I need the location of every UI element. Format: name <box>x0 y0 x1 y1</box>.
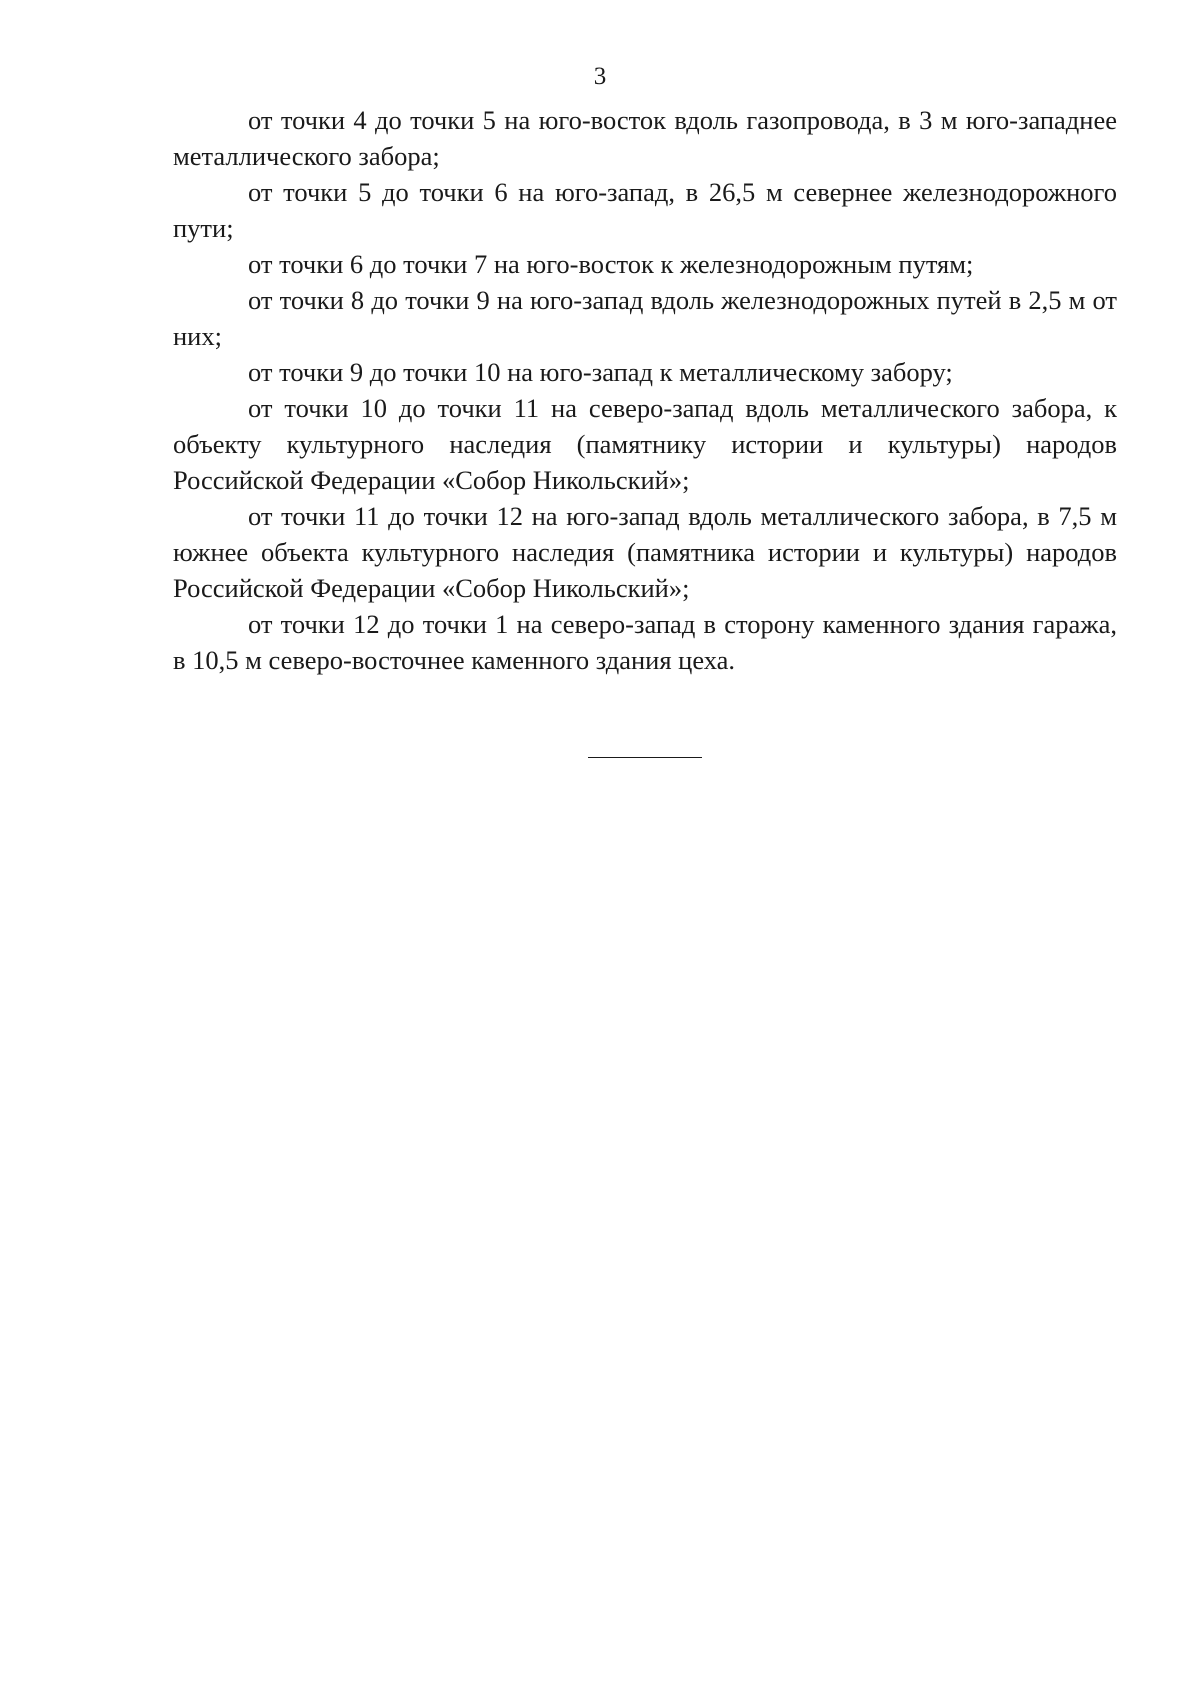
paragraph: от точки 11 до точки 12 на юго-запад вдоль металлического забора, в 7,5 м южнее объекта культурного наследия (памятника истории и культуры) народов Российской Федерации «Собор Никольский»; <box>173 501 1117 603</box>
paragraph: от точки 10 до точки 11 на северо-запад вдоль металлического забора, к объекту культурного наследия (памятнику истории и культуры) народов Российской Федерации «Собор Никольский»; <box>173 393 1117 495</box>
paragraph: от точки 8 до точки 9 на юго-запад вдоль железнодорожных путей в 2,5 м от них; <box>173 285 1117 351</box>
closing-divider <box>588 757 702 758</box>
paragraph: от точки 5 до точки 6 на юго-запад, в 26,5 м севернее железнодорожного пути; <box>173 177 1117 243</box>
paragraph: от точки 6 до точки 7 на юго-восток к железнодорожным путям; <box>248 249 974 279</box>
paragraph: от точки 4 до точки 5 на юго-восток вдоль газопровода, в 3 м юго-западнее металлического забора; <box>173 105 1117 171</box>
paragraph: от точки 12 до точки 1 на северо-запад в сторону каменного здания гаража, в 10,5 м северо-восточнее каменного здания цеха. <box>173 609 1117 675</box>
page-number: 3 <box>593 63 607 90</box>
paragraph: от точки 9 до точки 10 на юго-запад к металлическому забору; <box>248 357 953 387</box>
document-body <box>173 102 1117 678</box>
